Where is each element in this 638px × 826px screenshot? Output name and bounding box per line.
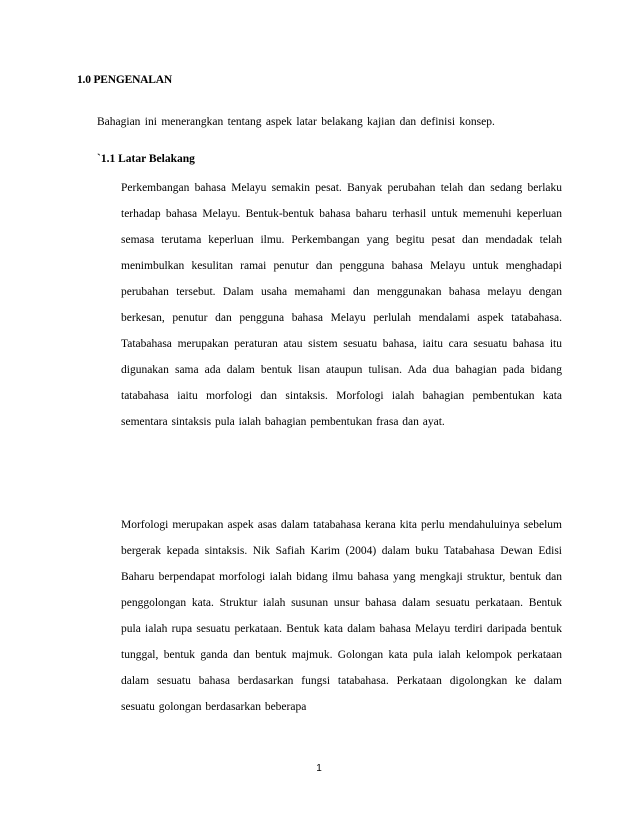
subsection-heading: `1.1 Latar Belakang [97,153,195,165]
paragraph-1: Perkembangan bahasa Melayu semakin pesat. Banyak perubahan telah dan sedang berlaku terhadap bahasa Melayu. Bentuk-bentuk bahasa baharu terhasil untuk memenuhi keperluan semasa terutama keperluan ilmu. Perkembangan yang begitu pesat dan mendadak telah menimbulkan kesulitan ramai penutur dan pengguna bahasa Melayu untuk menghadapi perubahan tersebut. Dalam usaha memahami dan menggunakan bahasa melayu dengan berkesan, penutur dan pengguna bahasa Melayu perlulah mendalami aspek tatabahasa. Tatabahasa merupakan peraturan atau sistem sesuatu bahasa, iaitu cara sesuatu bahasa itu digunakan sama ada dalam bentuk lisan ataupun tulisan. Ada dua bahagian pada bidang tatabahasa iaitu morfologi dan sintaksis. Morfologi ialah bahagian pembentukan kata sementara sintaksis pula ialah bahagian pembentukan frasa dan ayat. [121,182,562,428]
paragraph-2: Morfologi merupakan aspek asas dalam tatabahasa kerana kita perlu mendahuluinya sebelum bergerak kepada sintaksis. Nik Safiah Karim (2004) dalam buku Tatabahasa Dewan Edisi Baharu berpendapat morfologi ialah bidang ilmu bahasa yang mengkaji struktur, bentuk dan penggolongan kata. Struktur ialah susunan unsur bahasa dalam sesuatu perkataan. Bentuk pula ialah rupa sesuatu perkataan. Bentuk kata dalam bahasa Melayu terdiri daripada bentuk tunggal, bentuk ganda dan bentuk majmuk. Golongan kata pula ialah kelompok perkataan dalam sesuatu bahasa berdasarkan fungsi tatabahasa. Perkataan digolongkan ke dalam sesuatu golongan berdasarkan beberapa [121,519,562,713]
intro-text: Bahagian ini menerangkan tentang aspek latar belakang kajian dan definisi konsep. [97,116,495,128]
page-number: 1 [316,763,322,774]
section-heading: 1.0 PENGENALAN [77,74,172,86]
